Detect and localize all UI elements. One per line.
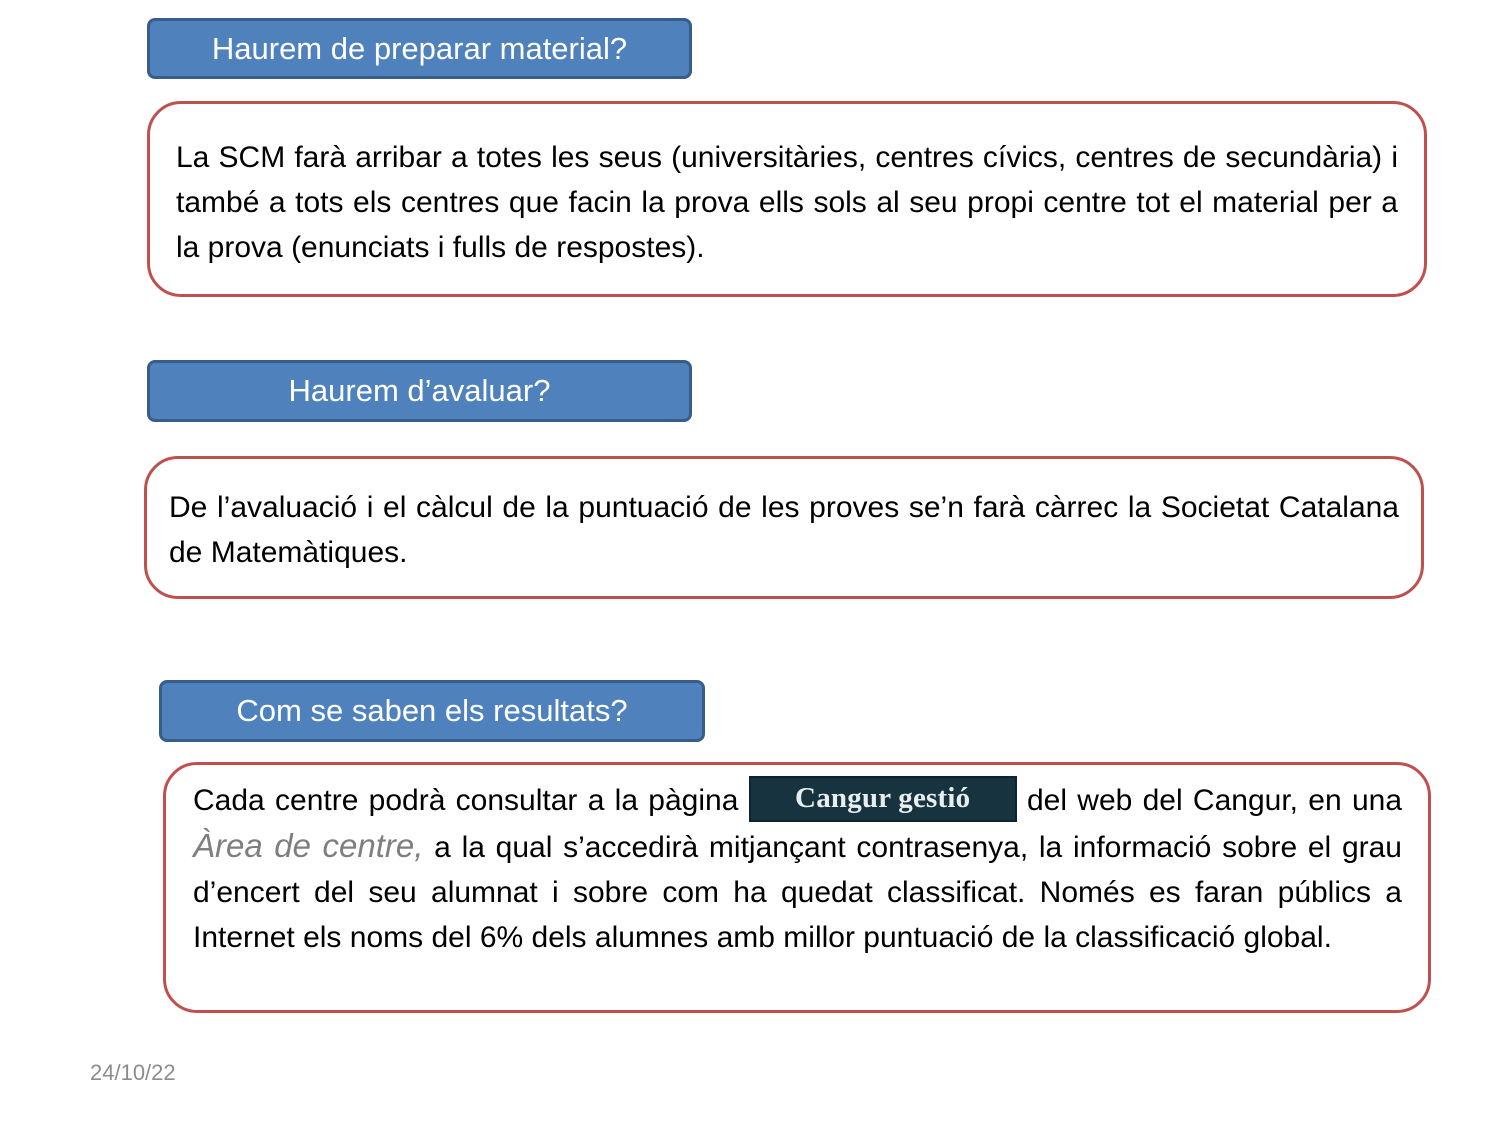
question-text: Haurem d’avaluar?	[288, 373, 551, 408]
answer-box-material	[147, 101, 1427, 297]
cangur-gestio-badge: Cangur gestió	[749, 776, 1017, 822]
answer-text: De l’avaluació i el càlcul de la puntuació de les proves se’n farà càrrec la Societat Catalana de Matemàtiques.	[169, 491, 1399, 569]
answer-part-1: Cada centre podrà consultar a la pàgina	[193, 784, 749, 817]
answer-box-resultats	[163, 762, 1431, 1013]
slide-date: 24/10/22	[90, 1060, 176, 1085]
area-de-centre-emphasis: Àrea de centre,	[193, 827, 424, 864]
question-header-material	[147, 18, 692, 79]
answer-part-3: a la qual s’accedirà mitjançant contrasenya, la informació sobre el grau d’encert del seu alumnat i sobre com ha quedat classificat. Només es faran públics a Internet els noms del 6% dels alumnes amb millor puntuació de la classificació global.	[193, 831, 1402, 954]
answer-part-2: del web del Cangur, en una	[1016, 784, 1403, 817]
answer-text: La SCM farà arribar a totes les seus (universitàries, centres cívics, centres de secundària) i també a tots els centres que facin la prova ells sols al seu propi centre tot el material per a la prova (enunciats i fulls de respostes).	[176, 141, 1398, 264]
answer-box-avaluar	[144, 456, 1424, 599]
question-text: Haurem de preparar material?	[211, 30, 628, 66]
question-text: Com se saben els resultats?	[236, 693, 628, 728]
question-header-avaluar	[147, 360, 692, 422]
question-header-resultats	[159, 680, 705, 742]
answer-text	[193, 778, 1402, 960]
